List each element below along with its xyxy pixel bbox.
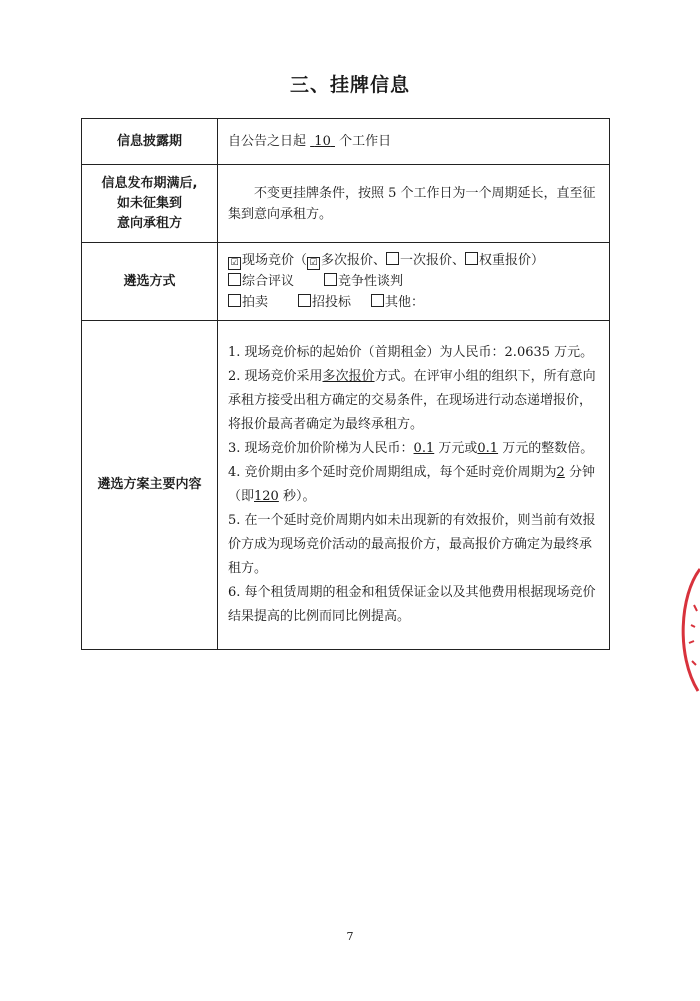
tender-checkbox[interactable] [298, 294, 311, 307]
row-label-selection-method: 遴选方式 [82, 243, 218, 321]
option-multi: 多次报价、 [321, 253, 387, 268]
option-single: 一次报价、 [400, 253, 466, 268]
section-title: 三、挂牌信息 [289, 74, 410, 96]
option-competitive: 竞争性谈判 [338, 274, 404, 289]
scheme-content [218, 321, 610, 650]
selection-method-options [218, 243, 610, 321]
table-row [82, 165, 610, 243]
option-comprehensive: 综合评议 [242, 274, 295, 289]
page-number: 7 [346, 930, 354, 943]
option-onsite: 现场竞价（ [242, 253, 308, 268]
disclosure-period-value [218, 119, 610, 165]
expiry-value: 不变更挂牌条件，按照 5 个工作日为一个周期延长，直至征集到意向承租方。 [218, 165, 610, 243]
comprehensive-review-checkbox[interactable] [228, 273, 241, 286]
scheme-item-6: 6. 每个租赁周期的租金和租赁保证金以及其他费用根据现场竞价结果提高的比例而同比例提高。 [228, 585, 596, 624]
period-suffix: 个工作日 [339, 134, 392, 149]
scheme-item-5: 5. 在一个延时竞价周期内如未出现新的有效报价，则当前有效报价方成为现场竞价活动的最高报价方，最高报价方确定为最终承租方。 [228, 513, 596, 576]
onsite-bidding-checkbox[interactable]: ☑ [228, 257, 241, 270]
table-row [82, 119, 610, 165]
table-row [82, 243, 610, 321]
auction-checkbox[interactable] [228, 294, 241, 307]
scheme-item-4: 4. 竞价期由多个延时竞价周期组成，每个延时竞价周期为2 分钟（即120 秒）。 [228, 465, 595, 504]
single-bid-checkbox[interactable] [386, 252, 399, 265]
scheme-item-2: 2. 现场竞价采用多次报价方式。在评审小组的组织下，所有意向承租方接受出租方确定的交易条件，在现场进行动态递增报价，将报价最高者确定为最终承租方。 [228, 369, 596, 432]
scheme-item-3: 3. 现场竞价加价阶梯为人民币：0.1 万元或0.1 万元的整数倍。 [228, 441, 594, 456]
red-seal-stamp-fragment [670, 565, 700, 695]
option-weighted: 权重报价） [479, 253, 545, 268]
weighted-bid-checkbox[interactable] [465, 252, 478, 265]
competitive-negotiation-checkbox[interactable] [324, 273, 337, 286]
period-prefix: 自公告之日起 [228, 134, 307, 149]
row-label-scheme: 遴选方案主要内容 [82, 321, 218, 650]
row-label-expiry: 信息发布期满后, 如未征集到 意向承租方 [82, 165, 218, 243]
row-label-disclosure-period: 信息披露期 [82, 119, 218, 165]
scheme-item-1: 1. 现场竞价标的起始价（首期租金）为人民币：2.0635 万元。 [228, 345, 594, 360]
other-checkbox[interactable] [371, 294, 384, 307]
option-other: 其他： [385, 295, 425, 310]
multi-bid-checkbox[interactable]: ☑ [307, 257, 320, 270]
listing-info-table [81, 118, 610, 650]
period-days: 10 [314, 134, 331, 149]
table-row [82, 321, 610, 650]
option-tender: 招投标 [312, 295, 352, 310]
option-auction: 拍卖 [242, 295, 269, 310]
